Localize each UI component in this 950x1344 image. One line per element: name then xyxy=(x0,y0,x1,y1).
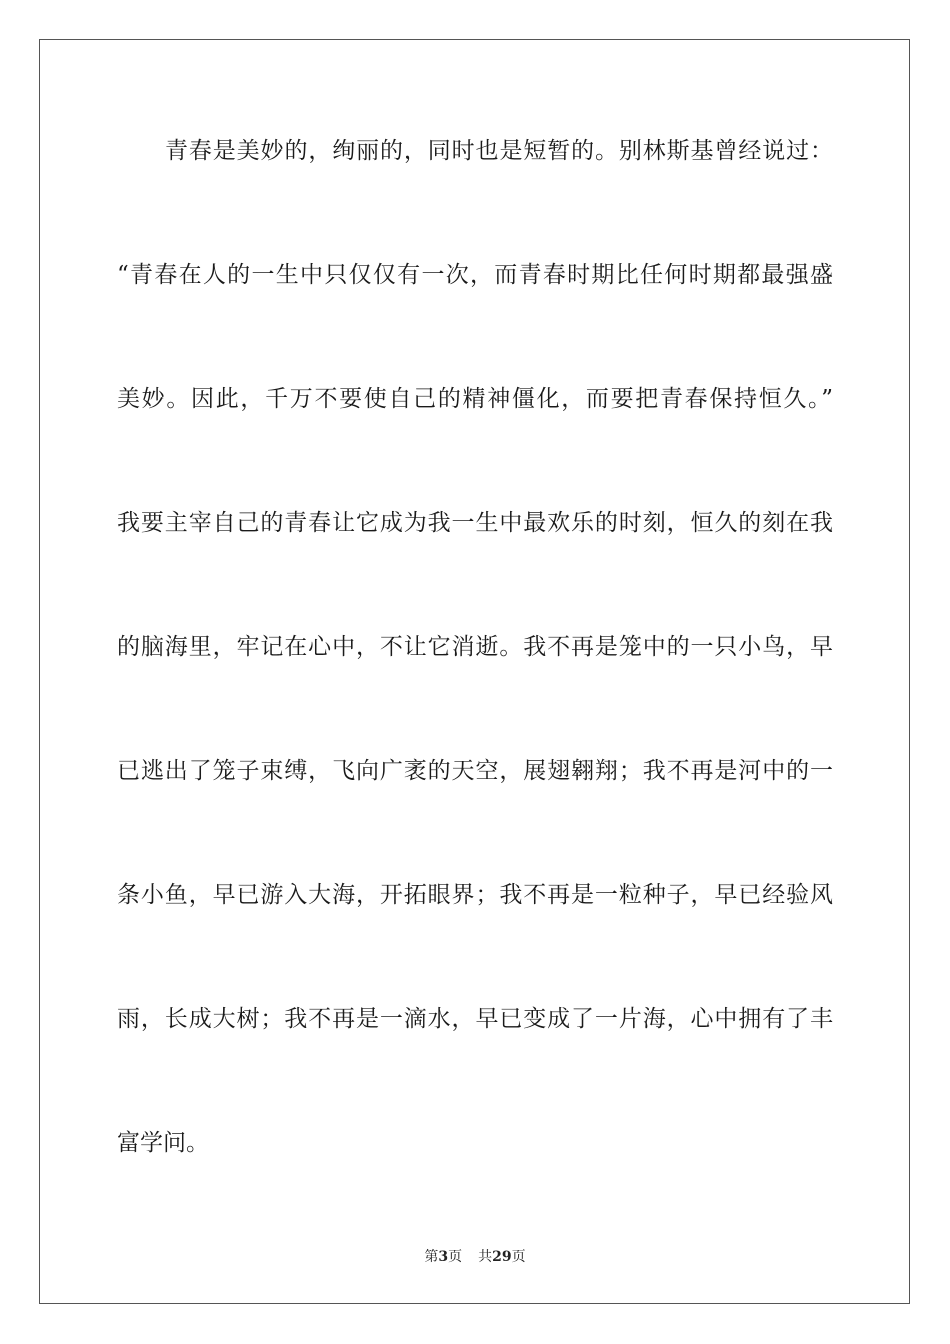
page-label-prefix: 第 xyxy=(424,1249,439,1265)
current-page-number: 3 xyxy=(438,1249,449,1265)
page-footer xyxy=(0,1248,950,1266)
total-page-count: 29 xyxy=(492,1249,512,1265)
total-label-suffix: 页 xyxy=(511,1249,526,1265)
paragraph-line-8: 雨，长成大树；我不再是一滴水，早已变成了一片海，心中拥有了丰 xyxy=(117,1006,833,1032)
paragraph-line-3: 美妙。因此，千万不要使自己的精神僵化，而要把青春保持恒久。” xyxy=(117,386,833,412)
total-label-prefix: 共 xyxy=(478,1249,493,1265)
paragraph-line-2: “青春在人的一生中只仅仅有一次，而青春时期比任何时期都最强盛 xyxy=(117,262,833,288)
page-label-suffix: 页 xyxy=(448,1249,463,1265)
page-border xyxy=(39,39,910,1304)
paragraph-line-9: 富学问。 xyxy=(117,1130,209,1156)
paragraph-line-5: 的脑海里，牢记在心中，不让它消逝。我不再是笼中的一只小鸟，早 xyxy=(117,634,833,660)
paragraph-line-4: 我要主宰自己的青春让它成为我一生中最欢乐的时刻，恒久的刻在我 xyxy=(117,510,833,536)
paragraph-line-7: 条小鱼，早已游入大海，开拓眼界；我不再是一粒种子，早已经验风 xyxy=(117,882,833,908)
paragraph-line-1: 青春是美妙的，绚丽的，同时也是短暂的。别林斯基曾经说过： xyxy=(165,138,833,164)
paragraph-line-6: 已逃出了笼子束缚，飞向广袤的天空，展翅翱翔；我不再是河中的一 xyxy=(117,758,833,784)
